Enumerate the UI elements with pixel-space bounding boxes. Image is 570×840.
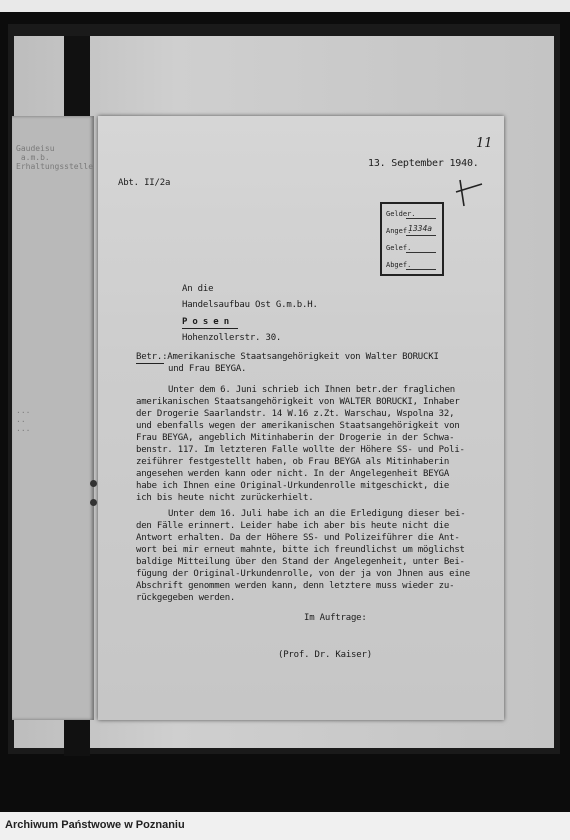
body-line: angesehen werden kann oder nicht. In der Angelegenheit BEYGA <box>136 469 450 479</box>
left-underlying-sheet <box>12 116 94 720</box>
letter-date: 13. September 1940. <box>368 158 479 169</box>
ghost-text: Gaudeisu a.m.b. Erhaltungsstelle <box>16 144 94 171</box>
top-strip <box>0 0 570 12</box>
punch-hole <box>90 480 97 487</box>
stamp-label: Gelder. <box>386 210 416 218</box>
body-line: baldige Mitteilung über den Stand der Angelegenheit, unter Bei- <box>136 557 465 567</box>
body-line: Unter dem 6. Juni schrieb ich Ihnen betr.der fraglichen <box>168 385 456 395</box>
body-line: den Fälle erinnert. Leider habe ich aber bis heute nicht die <box>136 521 450 531</box>
body-line: Abschrift genommen werden kann, denn letztere muss wieder zu- <box>136 581 455 591</box>
body-line: amerikanischen Staatsangehörigkeit von WALTER BORUCKI, Inhaber <box>136 397 460 407</box>
body-line: wort bei mir erneut mahnte, bitte ich freundlichst um möglichst <box>136 545 465 555</box>
body-line: benstr. 117. Im letzteren Falle wollte der Höhere SS- und Poli- <box>136 445 465 455</box>
body-line: Unter dem 16. Juli habe ich an die Erledigung dieser bei- <box>168 509 466 519</box>
handwritten-mark <box>446 176 494 256</box>
department: Abt. II/2a <box>118 178 171 188</box>
document-page <box>98 116 504 720</box>
stamp-handwritten-note: 1334a <box>408 224 433 233</box>
body-line: rückgegeben werden. <box>136 593 236 603</box>
body-line: zeiführer festgestellt haben, ob Frau BEYGA als Mitinhaberin <box>136 457 450 467</box>
stamp-label: Gelef. <box>386 244 412 252</box>
stamp-label: Abgef. <box>386 261 412 269</box>
body-line: ich bis heute nicht zurückerhielt. <box>136 493 314 503</box>
addressee-line: Hohenzollerstr. 30. <box>182 333 282 343</box>
archive-footer <box>0 812 570 840</box>
folio-number: 11 <box>476 136 493 151</box>
addressee-line: P o s e n <box>182 317 229 327</box>
subject-line: Betr.:Amerikanische Staatsangehörigkeit von Walter BORUCKI <box>136 352 439 362</box>
archive-name: Archiwum Państwowe w Poznaniu <box>5 819 185 831</box>
punch-hole <box>90 499 97 506</box>
closing: Im Auftrage: <box>304 613 367 623</box>
body-line: habe ich Ihnen eine Original-Urkundenrolle mitgeschickt, die <box>136 481 450 491</box>
body-line: und ebenfalls wegen der amerikanischen Staatsangehörigkeit von <box>136 421 460 431</box>
ghost-text-2: ... .. ... <box>16 406 31 433</box>
body-line: fügung der Original-Urkundenrolle, von der ja von Jhnen aus eine <box>136 569 470 579</box>
subject-line: und Frau BEYGA. <box>168 364 247 374</box>
receipt-stamp <box>380 202 444 276</box>
body-line: Frau BEYGA, angeblich Mitinhaberin der Drogerie in der Schwa- <box>136 433 455 443</box>
body-line: Antwort erhalten. Da der Höhere SS- und Polizeiführer die Ant- <box>136 533 460 543</box>
stamp-label: Angef. <box>386 227 412 235</box>
body-line: der Drogerie Saarlandstr. 14 W.16 z.Zt. Warschau, Wspolna 32, <box>136 409 455 419</box>
addressee-line: Handelsaufbau Ost G.m.b.H. <box>182 300 318 310</box>
addressee-line: An die <box>182 284 214 294</box>
signature: (Prof. Dr. Kaiser) <box>278 650 372 660</box>
